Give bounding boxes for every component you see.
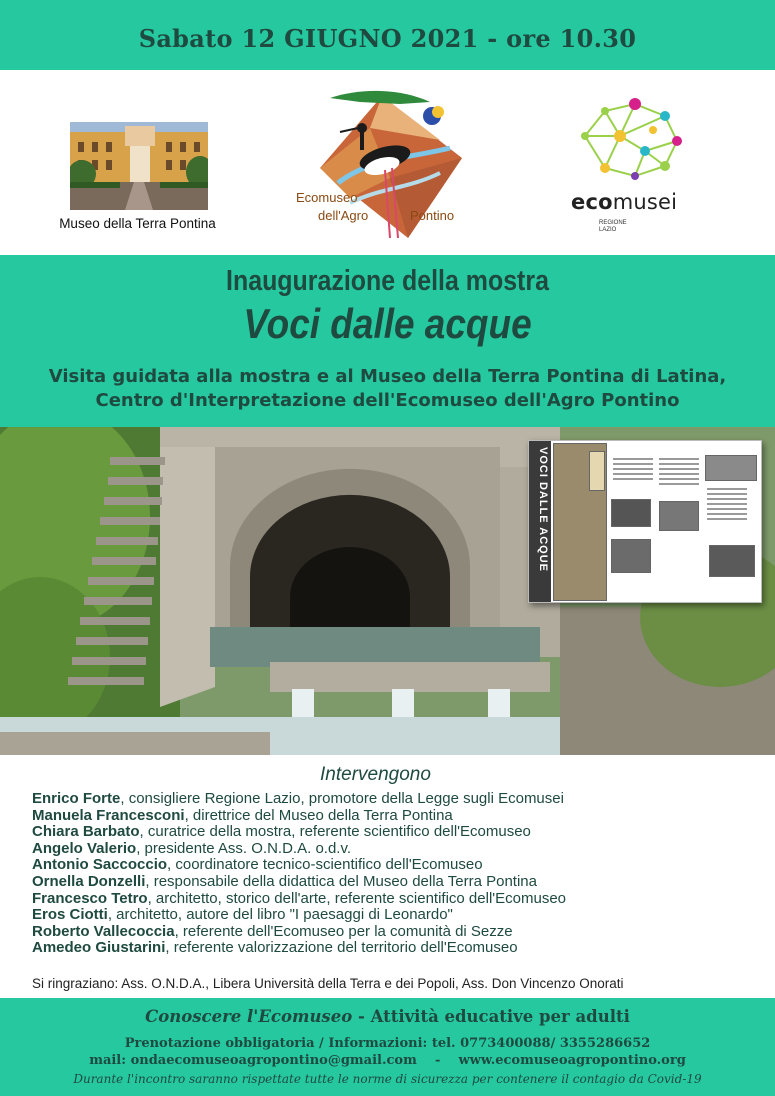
visit-line-2: Centro d'Interpretazione dell'Ecomuseo dell'Agro Pontino: [95, 390, 680, 411]
covid-notice: Durante l'incontro saranno rispettate tutte le norme di sicurezza per contenere il contagio da Covid-19: [73, 1072, 702, 1086]
program-line: Conoscere l'Ecomuseo - Attività educative per adulti: [145, 1007, 630, 1026]
event-date: Sabato 12 GIUGNO 2021 - ore 10.30: [138, 24, 637, 53]
speaker-item: Antonio Saccoccio, coordinatore tecnico-scientifico dell'Ecomuseo: [32, 856, 483, 874]
logos-row: [0, 70, 775, 255]
speaker-item: Enrico Forte, consigliere Regione Lazio, promotore della Legge sugli Ecomusei: [32, 790, 564, 807]
speaker-item: Francesco Tetro, architetto, storico dell'arte, referente scientifico dell'Ecomuseo: [32, 889, 567, 907]
speakers-list: [32, 791, 762, 957]
exhibition-poster-thumbnail: [528, 440, 762, 603]
acknowledgements: Si ringraziano: Ass. O.N.D.A., Libera Università della Terra e dei Popoli, Ass. Don Vincenzo Onorati: [32, 976, 624, 991]
speakers-heading: Intervengono: [320, 764, 431, 785]
speaker-item: Amedeo Giustarini, referente valorizzazione del territorio dell'Ecomuseo: [32, 939, 518, 957]
speaker-item: Ornella Donzelli, responsabile della didattica del Museo della Terra Pontina: [32, 872, 537, 890]
stilt-bird-icon: [290, 88, 475, 253]
speaker-item: Roberto Vallecoccia, referente dell'Ecomuseo per la comunità di Sezze: [32, 922, 513, 940]
speaker-item: Angelo Valerio, presidente Ass. O.N.D.A. o.d.v.: [32, 839, 352, 857]
ecomuseo-label-line2: dell'Agro: [318, 208, 369, 223]
regione-lazio-mark: REGIONE LAZIO: [599, 220, 627, 233]
poster-text-column: [705, 485, 749, 603]
poster-text-column: [657, 455, 701, 595]
speaker-item: Eros Ciotti, architetto, autore del libro "I paesaggi di Leonardo": [32, 906, 453, 924]
poster-crest: [589, 451, 605, 491]
poster-text-column: [611, 455, 655, 595]
booking-info: Prenotazione obbligatoria / Informazioni: tel. 0773400088/ 3355286652: [124, 1036, 651, 1051]
ecomusei-wordmark: ecomusei: [571, 190, 678, 214]
speaker-item: Manuela Francesconi, direttrice del Museo della Terra Pontina: [32, 806, 453, 824]
network-brain-icon: [565, 96, 690, 188]
ecomuseo-label-line1: Ecomuseo: [296, 190, 358, 205]
contact-links[interactable]: mail: ondaecomuseoagropontino@gmail.com - www.ecomuseoagropontino.org: [89, 1053, 686, 1068]
museum-caption: Museo della Terra Pontina: [59, 216, 216, 231]
ecomuseo-agro-pontino-logo: [290, 88, 475, 253]
museum-photo: [70, 122, 208, 210]
visit-line-1: Visita guidata alla mostra e al Museo della Terra Pontina di Latina,: [48, 366, 727, 387]
speaker-item: Chiara Barbato, curatrice della mostra, referente scientifico dell'Ecomuseo: [32, 823, 531, 841]
exhibition-title: Voci dalle acque: [243, 300, 532, 347]
poster-photo: [705, 455, 757, 481]
ecomuseo-label-line3: Pontino: [410, 208, 455, 223]
ecomusei-logo: [565, 96, 690, 236]
exhibition-subtitle: Inaugurazione della mostra: [226, 265, 549, 297]
poster-title: VOCI DALLE ACQUE: [537, 447, 549, 572]
